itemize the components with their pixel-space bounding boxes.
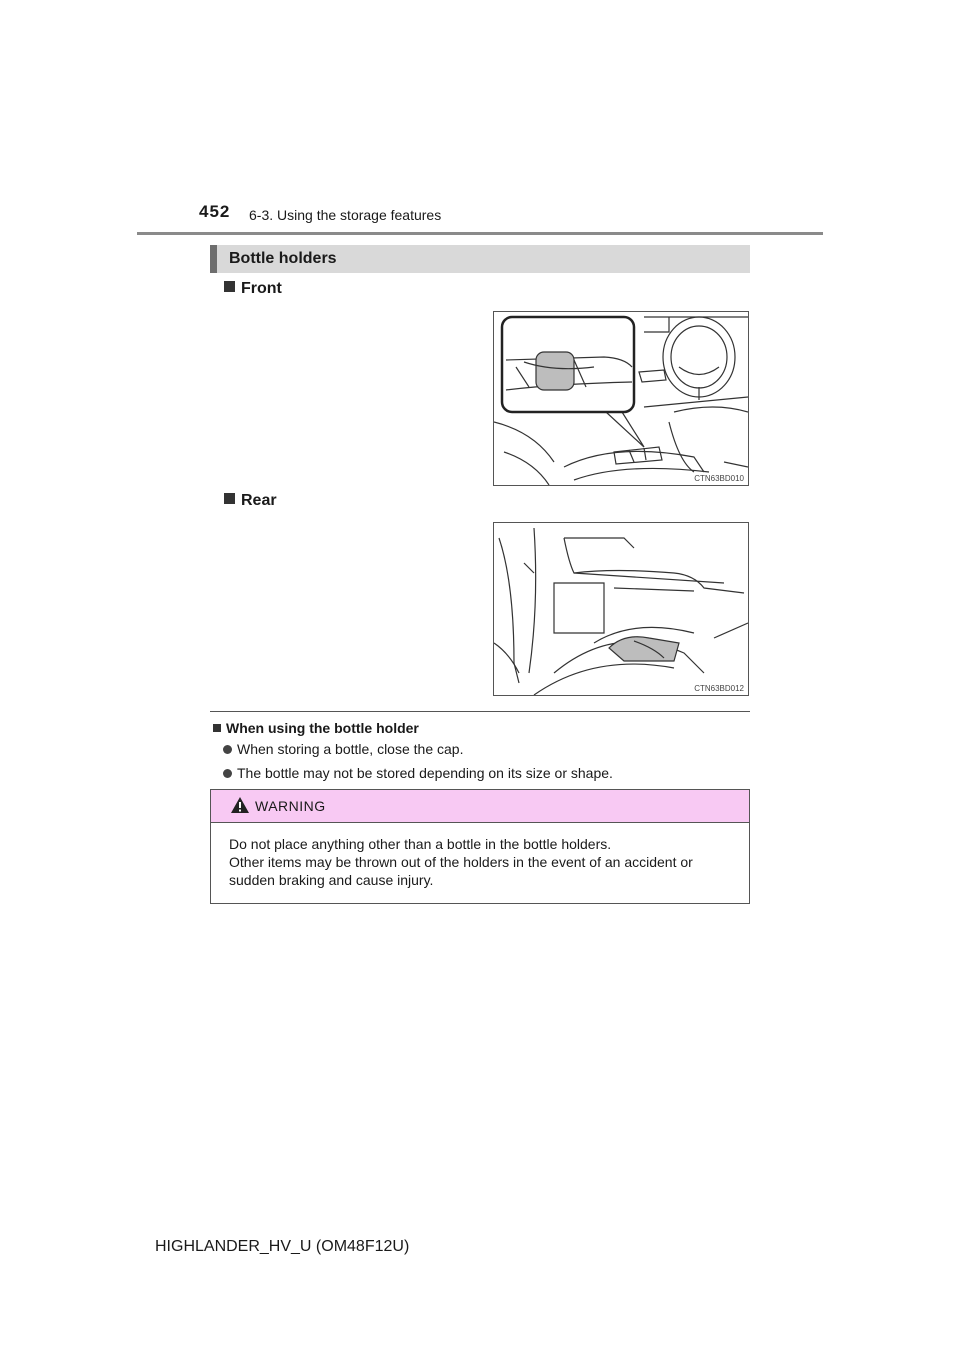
- rear-figure-code: CTN63BD012: [694, 684, 744, 693]
- info-title-text: When using the bottle holder: [226, 720, 419, 736]
- section-heading-bar: [210, 245, 750, 273]
- info-item: [223, 765, 613, 781]
- front-label: Front: [241, 280, 282, 297]
- rear-heading: [224, 492, 277, 510]
- info-title: [213, 720, 419, 736]
- rear-bottle-holder-illustration: [493, 522, 749, 696]
- warning-line: sudden braking and cause injury.: [229, 872, 434, 888]
- info-rule: [210, 711, 750, 712]
- section-title: 6-3. Using the storage features: [249, 207, 442, 223]
- square-bullet-icon: [213, 724, 221, 732]
- info-item-text: When storing a bottle, close the cap.: [237, 741, 464, 757]
- warning-header: [211, 790, 749, 823]
- header-rule: [137, 232, 823, 235]
- front-heading: [224, 280, 282, 298]
- info-item-text: The bottle may not be stored depending on its size or shape.: [237, 765, 613, 781]
- square-bullet-icon: [224, 493, 235, 504]
- front-figure-code: CTN63BD010: [694, 474, 744, 483]
- square-bullet-icon: [224, 281, 235, 292]
- info-item: [223, 741, 463, 757]
- footer-model: HIGHLANDER_HV_U (OM48F12U): [155, 1238, 410, 1255]
- front-bottle-holder-illustration: [493, 311, 749, 486]
- warning-line: Do not place anything other than a bottle in the bottle holders.: [229, 836, 612, 852]
- warning-box: [210, 789, 750, 904]
- warning-triangle-icon: [230, 796, 250, 814]
- warning-line: Other items may be thrown out of the holders in the event of an accident or: [229, 854, 693, 870]
- warning-body: [229, 835, 749, 889]
- page-number: 452: [199, 202, 231, 221]
- bullet-dot-icon: [223, 769, 232, 778]
- bullet-dot-icon: [223, 745, 232, 754]
- section-heading: Bottle holders: [229, 250, 337, 267]
- warning-label: WARNING: [255, 798, 326, 814]
- rear-label: Rear: [241, 492, 277, 509]
